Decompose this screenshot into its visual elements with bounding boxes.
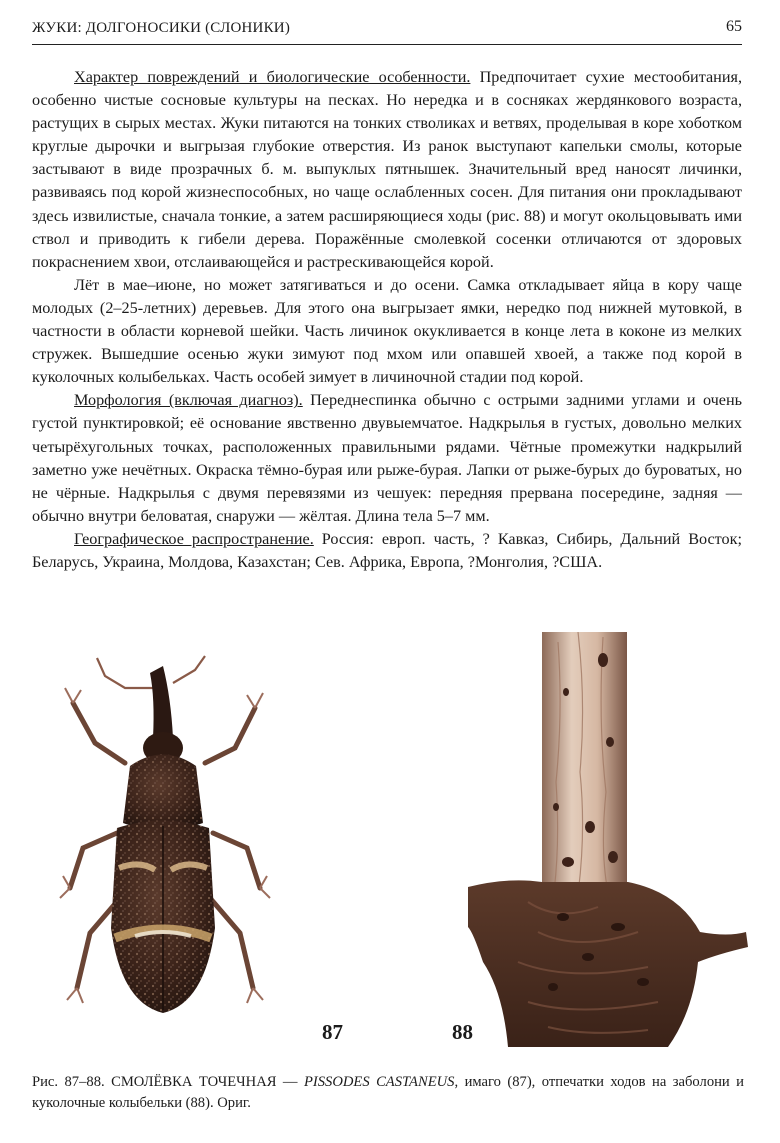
figure-88-stem-photo	[468, 632, 748, 1047]
paragraph-morphology	[32, 389, 742, 528]
section-title-distribution: Географическое распространение.	[74, 529, 314, 548]
section-text-damage: Предпочитает сухие местообитания, особенно чистые сосновые культуры на песках. Но нередка и в сосняках жердянкового возраста, растущих в сырых местах. Жуки питаются на тонких стволиках и ветвях, проделывая в коре хоботком круглые дырочки и выгрызая глубокие отверстия. Из ранок выступают капельки смолы, которые застывают в виде прозрачных б. м. выпуклых пятнышек. Значительный вред наносят личинки, развиваясь под корой жизнеспособных, но чаще ослабленных сосен. Для питания они прокладывают здесь извилистые, сначала тонкие, а затем расширяющиеся ходы (рис. 88) и могут окольцовывать ими ствол и приводить к гибели дерева. Поражённые смолевкой сосенки отличаются от здоровых покраснением хвои, отслаивающейся и растрескивающейся корой.	[32, 68, 742, 271]
caption-latin-name: PISSODES CASTANEUS	[303, 1074, 455, 1090]
page-number: 65	[726, 18, 742, 35]
header-title: ЖУКИ: ДОЛГОНОСИКИ (СЛОНИКИ)	[32, 20, 291, 36]
section-text-morphology: Переднеспинка обычно с острыми задними углами и очень густой пунктировкой; её основание явственно двувыемчатое. Надкрылья в густых, довольно мелких четырёхугольных точках, расположенных правильными рядами. Чётные промежутки надкрылий заметно уже нечётных. Окраска тёмно-бурая или рыже-бурая. Лапки от рыже-бурых до буроватых, но не чёрные. Надкрылья с двумя перевязями из чешуек: передняя прервана посередине, задняя — обычно внутри беловатая, снаружи — жёлтая. Длина тела 5–7 мм.	[32, 391, 742, 525]
section-text-flight: Лёт в мае–июне, но может затягиваться и до осени. Самка откладывает яйца в кору чаще молодых (2–25-летних) деревьев. Для этого она выгрызает ямки, нередко под нижней мутовкой, в частности в области корневой шейки. Часть личинок окукливается в конце лета в коконе из мелких стружек. Вышедшие осенью жуки зимуют под мхом или опавшей хвоей, а также под корой в куколочных колыбельках. Часть особей зимует в личиночной стадии под корой.	[32, 275, 742, 387]
paragraph-distribution	[32, 528, 742, 574]
caption-suffix: , имаго (87), отпечатки ходов на заболони и куколочные колыбельки (88). Ориг.	[32, 1074, 744, 1111]
figure-87-weevil-photo	[55, 648, 275, 1023]
article-body	[32, 66, 742, 574]
weevil-illustration	[55, 648, 275, 1023]
paragraph-damage	[32, 66, 742, 274]
paragraph-flight	[32, 274, 742, 389]
figure-87-label: 87	[322, 1020, 343, 1044]
caption-prefix: Рис. 87–88. СМОЛЁВКА ТОЧЕЧНАЯ —	[32, 1074, 304, 1090]
section-title-damage: Характер повреждений и биологические особенности.	[74, 68, 471, 86]
section-title-morphology: Морфология (включая диагноз).	[74, 391, 303, 410]
figure-caption	[32, 1072, 744, 1114]
stem-illustration	[468, 632, 748, 1047]
running-header	[32, 18, 742, 45]
section-text-distribution: Россия: европ. часть, ? Кавказ, Сибирь, Дальний Восток; Беларусь, Украина, Молдова, Казахстан; Сев. Африка, Европа, ?Монголия, ?США.	[32, 529, 742, 571]
figure-88-label: 88	[452, 1020, 473, 1044]
